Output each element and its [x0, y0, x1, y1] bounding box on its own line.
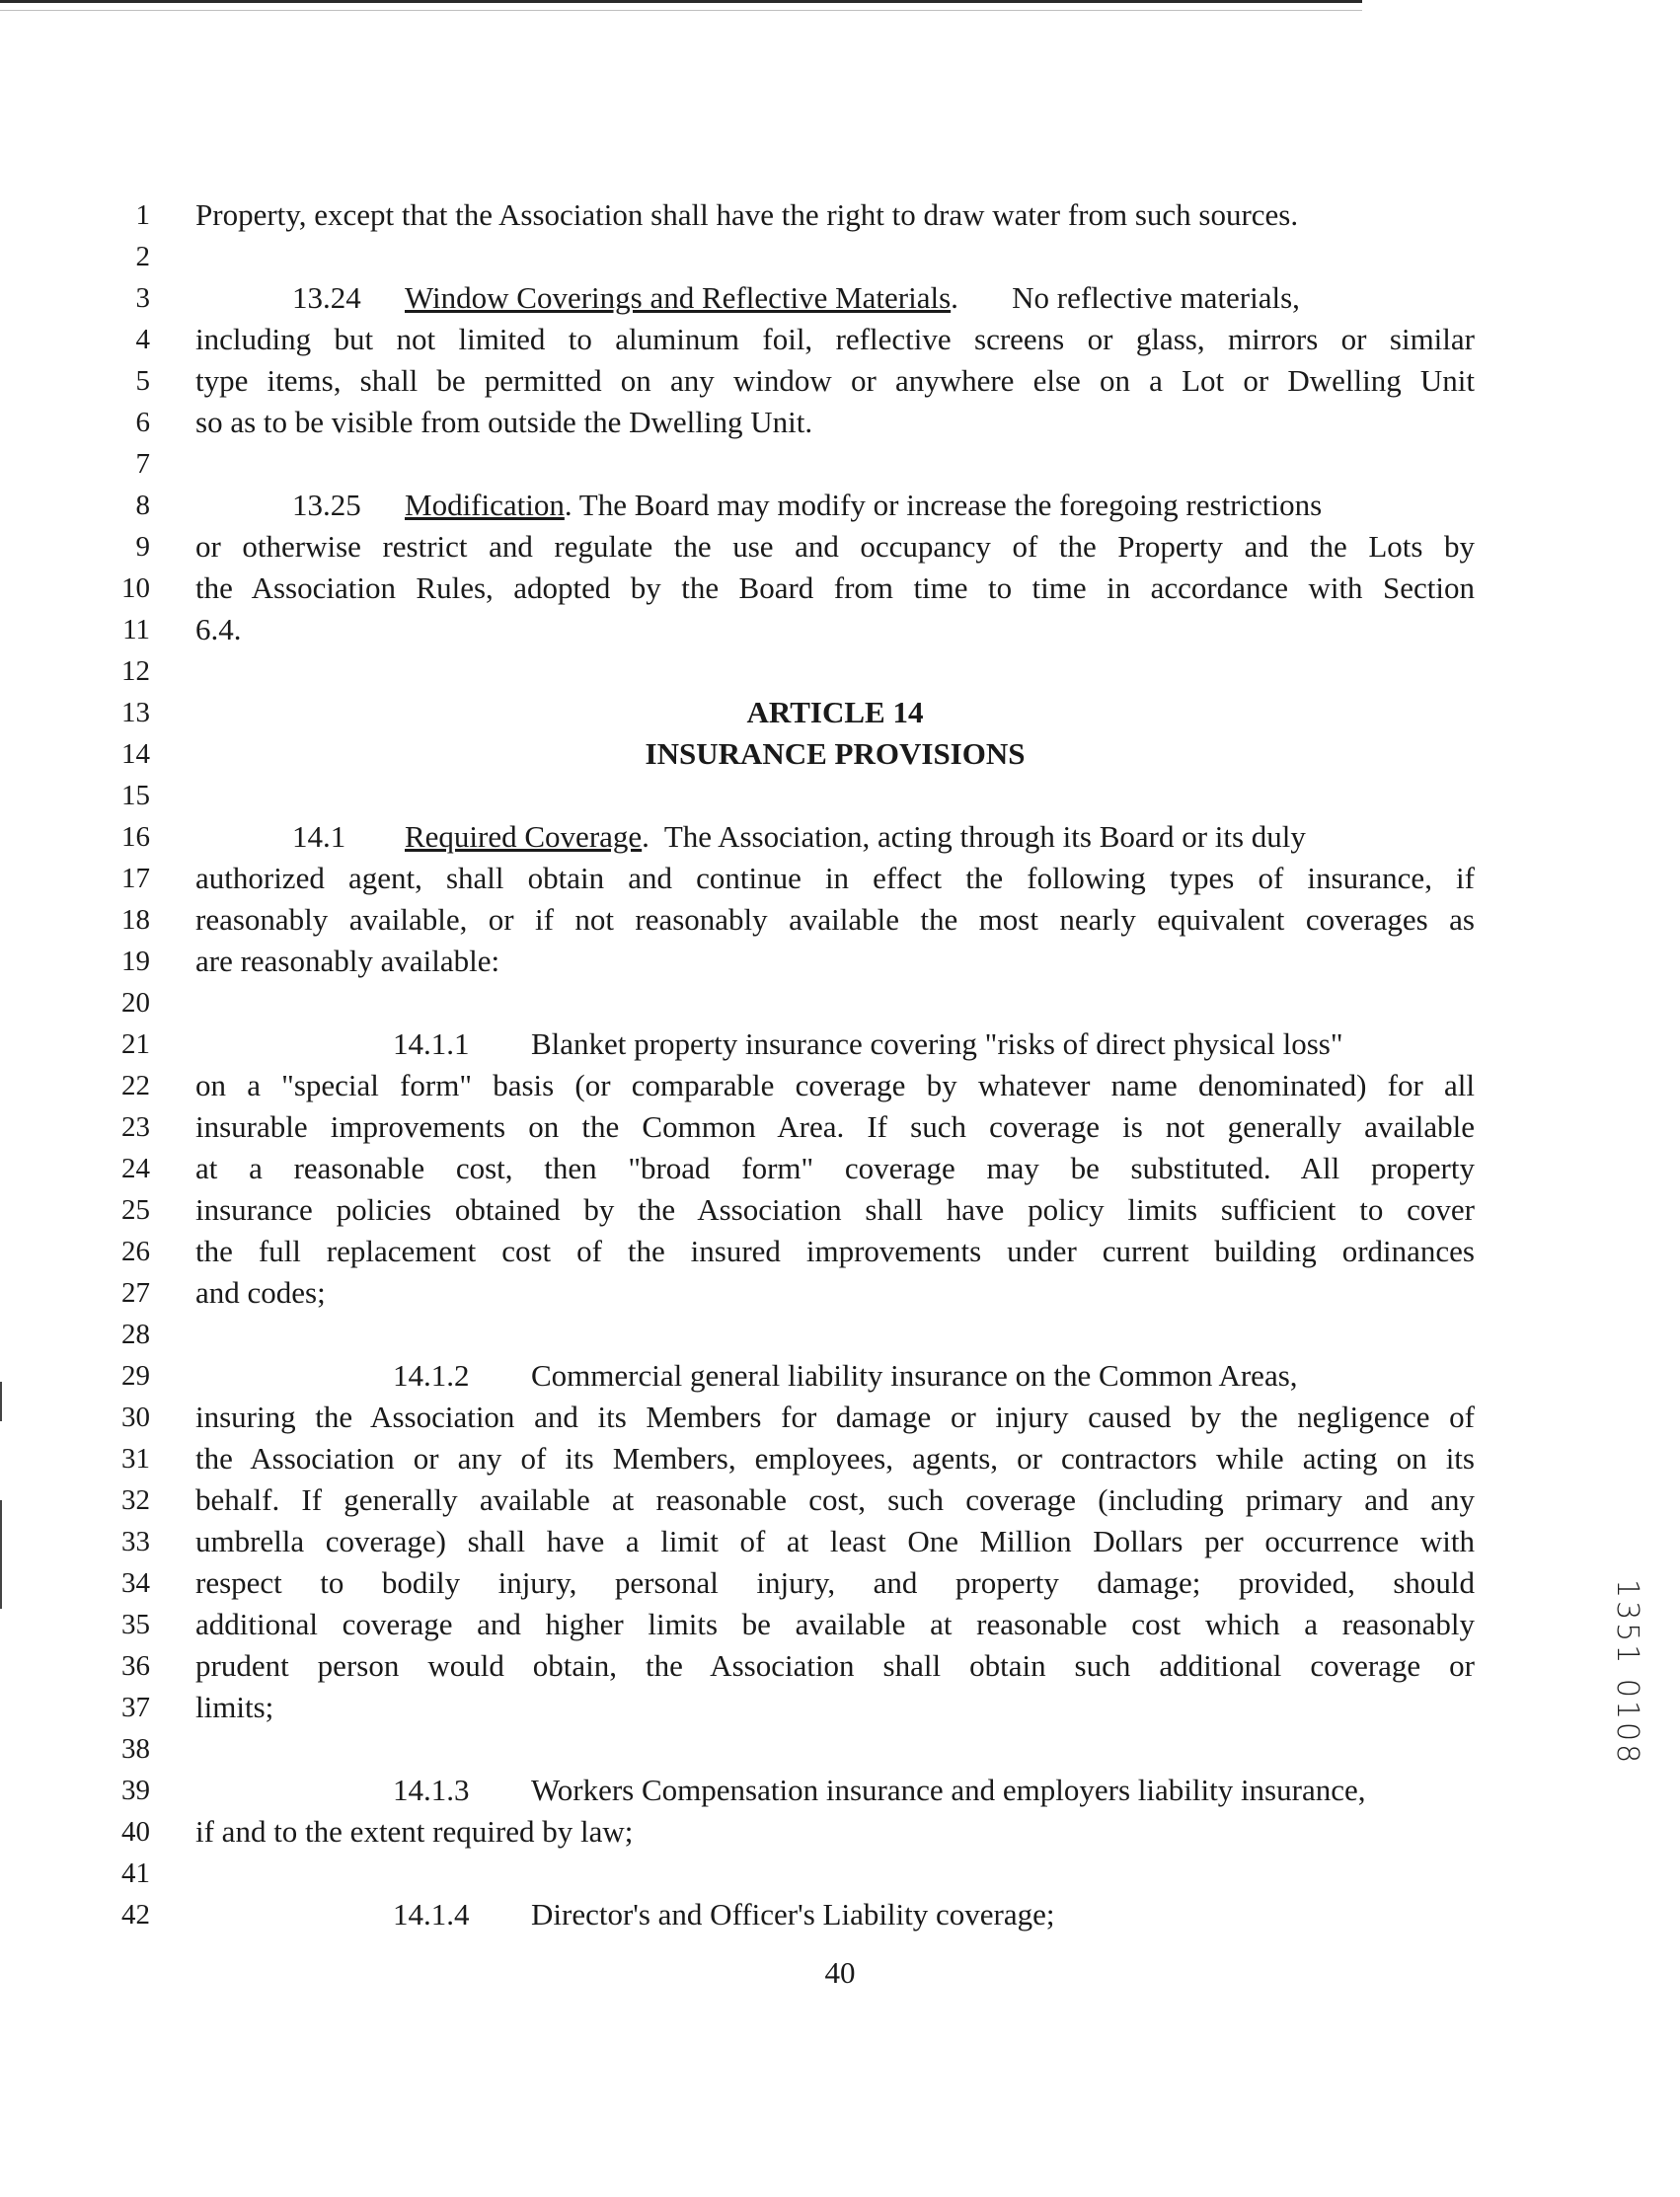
document-line: [0, 1106, 1680, 1148]
line-number: 26: [121, 1236, 150, 1267]
document-line: [0, 1521, 1680, 1562]
line-number: 37: [121, 1692, 150, 1723]
document-line: [0, 1189, 1680, 1231]
section-text: . The Association, acting through its Board or its duly: [642, 819, 1306, 854]
line-text: on a "special form" basis (or comparable coverage by whatever name denominated) for all: [195, 1068, 1475, 1102]
document-line: [0, 1728, 1680, 1770]
section-title: Window Coverings and Reflective Materials: [405, 280, 952, 315]
subsection-number: 14.1.1: [393, 1026, 470, 1061]
line-text: [292, 816, 1475, 858]
line-text: [393, 1023, 1475, 1065]
line-text: including but not limited to aluminum foil, reflective screens or glass, mirrors or similar: [195, 322, 1475, 356]
subsection-text: Commercial general liability insurance on the Common Areas,: [531, 1358, 1298, 1393]
line-text: if and to the extent required by law;: [195, 1814, 634, 1849]
document-line: [0, 1023, 1680, 1065]
document-line: [0, 402, 1680, 443]
line-number: 42: [121, 1899, 150, 1931]
line-number: 25: [121, 1194, 150, 1226]
line-number: 29: [121, 1360, 150, 1392]
section-number: 14.1: [292, 819, 346, 854]
line-number: 3: [135, 282, 150, 314]
line-text: respect to bodily injury, personal injury, and property damage; provided, should: [195, 1565, 1475, 1600]
line-number: 9: [135, 531, 150, 563]
document-line: [0, 1645, 1680, 1687]
line-text: behalf. If generally available at reasonable cost, such coverage (including primary and any: [195, 1482, 1475, 1517]
line-number: 35: [121, 1609, 150, 1640]
document-line: [0, 1811, 1680, 1853]
subsection-text: Workers Compensation insurance and employers liability insurance,: [531, 1773, 1366, 1807]
document-line: [0, 1687, 1680, 1728]
line-number: 18: [121, 904, 150, 936]
line-text: insurable improvements on the Common Area. If such coverage is not generally available: [195, 1109, 1475, 1144]
line-number: 30: [121, 1402, 150, 1433]
section-title: Modification: [405, 488, 565, 522]
line-text: prudent person would obtain, the Association shall obtain such additional coverage or: [195, 1648, 1475, 1683]
line-text: the Association Rules, adopted by the Board from time to time in accordance with Section: [195, 570, 1475, 605]
line-number: 24: [121, 1153, 150, 1184]
document-line: [0, 1314, 1680, 1355]
line-number: 23: [121, 1111, 150, 1143]
line-number: 34: [121, 1567, 150, 1599]
document-line: [0, 1770, 1680, 1811]
subsection-text: Director's and Officer's Liability coverage;: [531, 1897, 1055, 1932]
document-line: [0, 1397, 1680, 1438]
line-text: so as to be visible from outside the Dwelling Unit.: [195, 405, 813, 439]
document-line: [0, 609, 1680, 650]
line-text: insuring the Association and its Members for damage or injury caused by the negligence of: [195, 1400, 1475, 1434]
document-line: [0, 1604, 1680, 1645]
line-text: limits;: [195, 1690, 274, 1724]
line-text: 6.4.: [195, 612, 242, 646]
document-line: [0, 568, 1680, 609]
line-number: 40: [121, 1816, 150, 1848]
scan-top-edge-thin: [0, 10, 1362, 11]
document-line: [0, 1479, 1680, 1521]
line-number: 27: [121, 1277, 150, 1309]
document-line: [0, 1438, 1680, 1479]
document-line: [0, 443, 1680, 485]
line-text: Property, except that the Association shall have the right to draw water from such sources.: [195, 197, 1299, 232]
line-number: 17: [121, 863, 150, 894]
subsection-number: 14.1.4: [393, 1897, 470, 1932]
line-text: [393, 1894, 1475, 1935]
line-text: additional coverage and higher limits be available at reasonable cost which a reasonably: [195, 1607, 1475, 1641]
line-number: 19: [121, 946, 150, 977]
line-text: umbrella coverage) shall have a limit of at least One Million Dollars per occurrence with: [195, 1524, 1475, 1558]
document-line: [0, 1231, 1680, 1272]
line-number: 11: [122, 614, 150, 645]
document-line: [0, 236, 1680, 277]
line-text: and codes;: [195, 1275, 326, 1310]
line-number: 15: [121, 780, 150, 811]
line-number: 7: [135, 448, 150, 480]
line-text: type items, shall be permitted on any window or anywhere else on a Lot or Dwelling Unit: [195, 363, 1475, 398]
document-line: [0, 1272, 1680, 1314]
line-text: or otherwise restrict and regulate the use and occupancy of the Property and the Lots by: [195, 529, 1475, 564]
document-line: [0, 194, 1680, 236]
line-number: 6: [135, 407, 150, 438]
line-number: 5: [135, 365, 150, 397]
section-text: . No reflective materials,: [951, 280, 1300, 315]
document-line: [0, 319, 1680, 360]
line-text: [393, 1770, 1475, 1811]
document-line: [0, 858, 1680, 899]
subsection-text: Blanket property insurance covering "risks of direct physical loss": [531, 1026, 1343, 1061]
line-number: 39: [121, 1775, 150, 1806]
document-line: [0, 941, 1680, 982]
line-number: 10: [121, 572, 150, 604]
document-line: [0, 1853, 1680, 1894]
line-number: 20: [121, 987, 150, 1019]
line-text: authorized agent, shall obtain and continue in effect the following types of insurance, if: [195, 861, 1475, 895]
document-line: [0, 1355, 1680, 1397]
line-number: 28: [121, 1319, 150, 1350]
document-line: [0, 360, 1680, 402]
line-text: are reasonably available:: [195, 944, 500, 978]
line-number: 41: [121, 1857, 150, 1889]
line-number: 31: [121, 1443, 150, 1475]
line-number: 14: [121, 738, 150, 770]
recording-stamp-text: 1351 0108: [1610, 1579, 1644, 1767]
article-title: INSURANCE PROVISIONS: [645, 736, 1026, 771]
line-number: 1: [135, 199, 150, 231]
line-text: the Association or any of its Members, employees, agents, or contractors while acting on its: [195, 1441, 1475, 1476]
line-number: 32: [121, 1484, 150, 1516]
line-number: 4: [135, 324, 150, 355]
document-line: [0, 692, 1680, 733]
document-line: [0, 1562, 1680, 1604]
line-number: 12: [121, 655, 150, 687]
line-text: [393, 1355, 1475, 1397]
line-number: 33: [121, 1526, 150, 1557]
document-line: [0, 526, 1680, 568]
section-number: 13.24: [292, 280, 361, 315]
document-line: [0, 733, 1680, 775]
subsection-number: 14.1.3: [393, 1773, 470, 1807]
line-text: the full replacement cost of the insured improvements under current building ordinances: [195, 1234, 1475, 1268]
document-line: [0, 1065, 1680, 1106]
line-number: 16: [121, 821, 150, 853]
line-text: [292, 277, 1475, 319]
line-number: 8: [135, 490, 150, 521]
article-heading: ARTICLE 14: [746, 695, 924, 729]
document-line: [0, 277, 1680, 319]
line-text: at a reasonable cost, then "broad form" coverage may be substituted. All property: [195, 1151, 1475, 1185]
scan-top-edge: [0, 0, 1362, 3]
document-line: [0, 1894, 1680, 1935]
document-line: [0, 816, 1680, 858]
page-number: 40: [824, 1955, 856, 1990]
section-title: Required Coverage: [405, 819, 643, 854]
line-number: 22: [121, 1070, 150, 1101]
line-number: 36: [121, 1650, 150, 1682]
line-number: 21: [121, 1028, 150, 1060]
line-number: 13: [121, 697, 150, 728]
line-number: 38: [121, 1733, 150, 1765]
subsection-number: 14.1.2: [393, 1358, 470, 1393]
document-line: [0, 982, 1680, 1023]
line-text: insurance policies obtained by the Association shall have policy limits sufficient to cover: [195, 1192, 1475, 1227]
document-line: [0, 485, 1680, 526]
document-line: [0, 650, 1680, 692]
line-text: [292, 485, 1475, 526]
document-line: [0, 775, 1680, 816]
section-number: 13.25: [292, 488, 361, 522]
section-text: . The Board may modify or increase the foregoing restrictions: [564, 488, 1323, 522]
line-text: reasonably available, or if not reasonably available the most nearly equivalent coverages as: [195, 902, 1475, 937]
recording-stamp: [1611, 1579, 1650, 1875]
document-line: [0, 1148, 1680, 1189]
document-line: [0, 899, 1680, 941]
line-number: 2: [135, 241, 150, 272]
